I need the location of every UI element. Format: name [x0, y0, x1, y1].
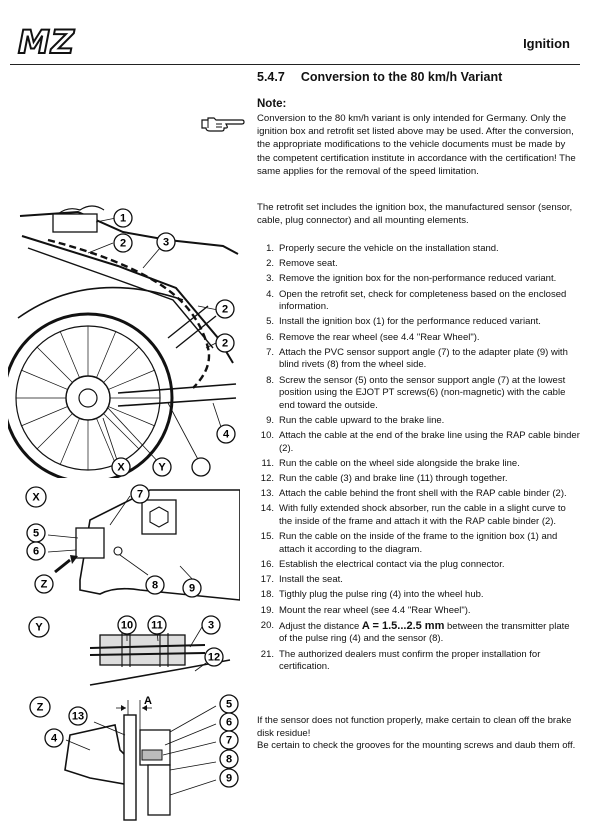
- step-number: 12 .: [257, 473, 274, 486]
- step-number: 11 .: [257, 458, 274, 471]
- step-number: 9 .: [257, 415, 274, 428]
- detail-label-text: Z: [36, 701, 44, 714]
- callout-badge: [131, 485, 149, 503]
- callout-number: 3: [207, 619, 215, 632]
- detail-label-badge: [30, 697, 50, 717]
- step-number: 7 .: [257, 347, 274, 360]
- callout-number: 2: [221, 303, 229, 316]
- step-text-post: between the transmitter plate of the pulse ring (4) and the sensor (8).: [279, 620, 570, 645]
- step-number: 4 .: [257, 289, 274, 302]
- section-number: 5.4.7: [257, 70, 285, 84]
- detail-label-text: Y: [35, 621, 43, 634]
- step-number: 16 .: [257, 559, 274, 572]
- callout-number: 4: [50, 732, 58, 745]
- callout-badge: [114, 234, 132, 252]
- callout-badge: [220, 731, 238, 749]
- callout-number: Z: [40, 578, 48, 591]
- callout-circle: [192, 458, 210, 476]
- callout-badge: [118, 616, 136, 634]
- step-number: 2 .: [257, 258, 274, 271]
- step-text: Run the cable (3) and brake line (11) through together.: [279, 473, 508, 485]
- callout-badge: [69, 707, 87, 725]
- step-number: 3 .: [257, 273, 274, 286]
- step-text: Remove the ignition box for the non-performance reduced variant.: [279, 273, 557, 285]
- step-number: 14 .: [257, 503, 274, 516]
- step-text: The authorized dealers must confirm the proper installation for certification.: [279, 648, 541, 673]
- step-text: Screw the sensor (5) onto the sensor support angle (7) at the lowest position using the EJOT PT screws(6) (non-magnetic) with the cable end toward the outside.: [279, 374, 566, 411]
- step-number: 10 .: [257, 430, 274, 443]
- mz-logo: MZ: [18, 23, 76, 61]
- note-heading: Note:: [257, 98, 287, 110]
- callout-badge: [205, 648, 223, 666]
- callout-number: 2: [221, 337, 229, 350]
- callout-number: 7: [225, 734, 233, 747]
- footer-note-2: Be certain to check the grooves for the mounting screws and daub them off.: [257, 740, 576, 752]
- callout-number: 8: [151, 579, 159, 592]
- callout-number: 1: [119, 212, 127, 225]
- step-text: Run the cable upward to the brake line.: [279, 414, 445, 426]
- step-text: Attach the PVC sensor support angle (7) to the adapter plate (9) with blind rivets (8) from the wheel side.: [279, 346, 568, 371]
- callout-number: 3: [162, 236, 170, 249]
- step-number: 8 .: [257, 375, 274, 388]
- callout-number: 11: [151, 619, 163, 632]
- step-text: Attach the cable behind the front shell with the RAP cable binder (2).: [279, 488, 567, 500]
- callout-number: 7: [136, 488, 144, 501]
- callout-number: 5: [32, 527, 40, 540]
- detail-label-badge: [29, 617, 49, 637]
- callout-number: 2: [119, 237, 127, 250]
- callout-badge: [35, 575, 53, 593]
- callout-badge: [216, 334, 234, 352]
- callout-number: 9: [225, 772, 233, 785]
- callout-number: 5: [225, 698, 233, 711]
- step-number: 6 .: [257, 332, 274, 345]
- callout-number: 12: [207, 651, 221, 664]
- callout-number: 4: [222, 428, 230, 441]
- callout-badge: [220, 713, 238, 731]
- footer-note-1: If the sensor does not function properly, make certain to clean off the brake disk residue!: [257, 715, 572, 739]
- distance-value: A = 1.5...2.5 mm: [361, 619, 445, 632]
- callout-badge: [148, 616, 166, 634]
- step-text: Install the ignition box (1) for the performance reduced variant.: [279, 316, 541, 328]
- callout-badge: [202, 616, 220, 634]
- callout-number: 6: [225, 716, 233, 729]
- step-text: Install the seat.: [279, 574, 343, 586]
- step-number: 18 .: [257, 589, 274, 602]
- callout-number: 6: [32, 545, 40, 558]
- section-title-text: Conversion to the 80 km/h Variant: [300, 70, 503, 84]
- intro-paragraph: The retrofit set includes the ignition box, the manufactured sensor (sensor, cable, plug connector) and all mounting elements.: [257, 202, 573, 226]
- detail-label-badge: [26, 487, 46, 507]
- dimension-a-label: A: [144, 695, 152, 707]
- step-text: With fully extended shock absorber, run the cable in a slight curve to the inside of the frame and attach it with the RAP cable binder (2).: [279, 503, 566, 527]
- note-text: Conversion to the 80 km/h variant is only intended for Germany. Only the ignition box and retrofit set listed above may be used. After the conversion, the appropriate modifications to the vehicle documents must be made by the competent certification institute in accordance with the certification! The same applies for the removal of the speed limitation.: [257, 113, 576, 177]
- step-text: Run the cable on the inside of the frame to the ignition box (1) and attach it according to the diagram.: [279, 531, 558, 555]
- callout-number: X: [117, 461, 125, 474]
- step-number: 13 .: [257, 488, 274, 501]
- callout-badge: [45, 729, 63, 747]
- step-text: Run the cable on the wheel side alongside the brake line.: [279, 457, 520, 469]
- callout-badge: [220, 750, 238, 768]
- step-number: 20 .: [257, 620, 274, 633]
- step-text: Attach the cable at the end of the brake line using the RAP cable binder (2).: [279, 430, 580, 454]
- callout-badge: [27, 542, 45, 560]
- step-number: 1 .: [257, 243, 274, 256]
- callout-badge: [216, 300, 234, 318]
- callout-badge: [220, 769, 238, 787]
- step-number: 17 .: [257, 574, 274, 587]
- callout-badge: [183, 579, 201, 597]
- detail-label-text: X: [32, 491, 40, 504]
- step-text: Tigthly plug the pulse ring (4) into the wheel hub.: [279, 589, 484, 601]
- callout-number: 9: [188, 582, 196, 595]
- step-text: Establish the electrical contact via the plug connector.: [279, 558, 505, 570]
- step-text: Open the retrofit set, check for completeness based on the enclosed information.: [279, 288, 567, 313]
- callout-badge: [153, 458, 171, 476]
- step-number: 15 .: [257, 531, 274, 544]
- step-number: 5 .: [257, 316, 274, 329]
- callout-badge: [192, 458, 210, 476]
- header-section-name: Ignition: [523, 36, 570, 51]
- callout-badge: [220, 695, 238, 713]
- callout-badge: [217, 425, 235, 443]
- step-text: Mount the rear wheel (see 4.4 "Rear Wheel").: [279, 604, 471, 616]
- step-text: Properly secure the vehicle on the installation stand.: [279, 243, 499, 254]
- callout-number: Y: [158, 461, 166, 474]
- callout-number: 13: [71, 710, 85, 723]
- step-text-pre: Adjust the distance: [279, 620, 362, 632]
- callout-badge: [27, 524, 45, 542]
- callout-badge: [146, 576, 164, 594]
- step-number: 19 .: [257, 605, 274, 618]
- callout-badge: [157, 233, 175, 251]
- step-text: Remove the rear wheel (see 4.4 "Rear Wheel").: [279, 331, 480, 343]
- callout-badge: [112, 458, 130, 476]
- step-text: Remove seat.: [279, 258, 338, 270]
- callout-badge: [114, 209, 132, 227]
- callout-number: 8: [225, 753, 233, 766]
- callout-number: 10: [120, 619, 134, 632]
- step-number: 21 .: [257, 649, 274, 662]
